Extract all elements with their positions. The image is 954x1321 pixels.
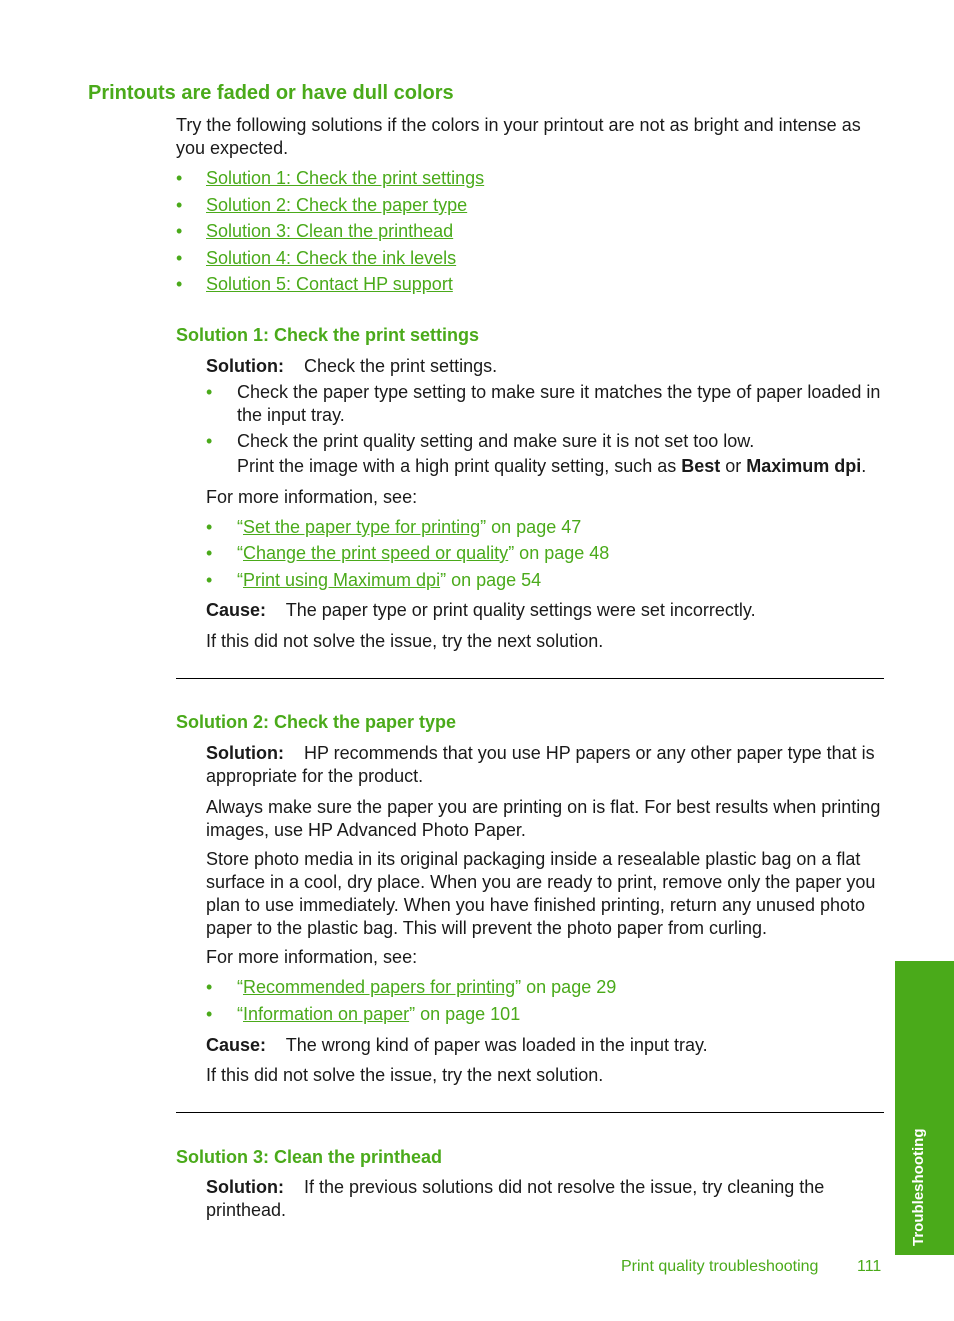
reference-page: ” on page 48 (508, 543, 610, 563)
quote-open: “ (237, 977, 243, 997)
detail-text: Print the image with a high print quality setting, such as (237, 456, 682, 476)
reference-page: ” on page 101 (409, 1004, 521, 1024)
page-number: 111 (857, 1258, 882, 1275)
solution-1-cause (206, 599, 884, 622)
solution-1-statement (206, 355, 884, 378)
reference-link-information-on-paper[interactable]: Information on paper (243, 1004, 410, 1024)
reference-item (237, 516, 581, 539)
section-title-solution-1: Solution 1: Check the print settings (176, 325, 480, 345)
cause-text: The wrong kind of paper was loaded in the input tray. (285, 1035, 708, 1055)
reference-item (237, 542, 609, 565)
solution-label: Solution: (206, 1177, 284, 1197)
solution-1-more-info: For more information, see: (206, 487, 418, 507)
bullet-icon: • (206, 431, 213, 451)
toc-link-solution-2[interactable]: Solution 2: Check the paper type (206, 195, 468, 215)
solution-1-next: If this did not solve the issue, try the next solution. (206, 631, 604, 651)
quote-open: “ (237, 517, 243, 537)
bullet-icon: • (176, 248, 183, 268)
solution-1-step-2-detail (237, 455, 887, 478)
cause-label: Cause: (206, 1035, 267, 1055)
solution-2-cause (206, 1034, 884, 1057)
bullet-icon: • (176, 274, 183, 294)
bullet-icon: • (176, 195, 183, 215)
detail-end: . (861, 456, 867, 476)
reference-link-paper-type[interactable]: Set the paper type for printing (243, 517, 481, 537)
chapter-tab-label: Troubleshooting (910, 1128, 927, 1246)
reference-item (237, 569, 541, 592)
cause-label: Cause: (206, 600, 267, 620)
toc-link-solution-5[interactable]: Solution 5: Contact HP support (206, 274, 453, 294)
quote-open: “ (237, 570, 243, 590)
solution-label: Solution: (206, 356, 284, 376)
reference-item (237, 1003, 520, 1026)
bullet-icon: • (206, 543, 213, 563)
cause-text: The paper type or print quality settings were set incorrectly. (285, 600, 756, 620)
quote-open: “ (237, 1004, 243, 1024)
section-divider (176, 1112, 884, 1113)
reference-page: ” on page 29 (515, 977, 617, 997)
bullet-icon: • (176, 168, 183, 188)
section-title-solution-3: Solution 3: Clean the printhead (176, 1147, 443, 1167)
reference-link-print-speed[interactable]: Change the print speed or quality (243, 543, 509, 563)
solution-text: HP recommends that you use HP papers or any other paper type that is appropriate for the product. (206, 743, 875, 786)
solution-1-step-2: Check the print quality setting and make sure it is not set too low. (237, 431, 755, 451)
bullet-icon: • (206, 977, 213, 997)
bullet-icon: • (206, 1004, 213, 1024)
reference-page: ” on page 47 (480, 517, 582, 537)
detail-or: or (720, 456, 747, 476)
solution-2-paragraph-1: Always make sure the paper you are printing on is flat. For best results when printing images, use HP Advanced Photo Paper. (206, 797, 881, 840)
solution-1-step-1: Check the paper type setting to make sure it matches the type of paper loaded in the input tray. (237, 382, 881, 425)
solution-text: If the previous solutions did not resolve the issue, try cleaning the printhead. (206, 1177, 825, 1220)
reference-link-recommended-papers[interactable]: Recommended papers for printing (243, 977, 516, 997)
reference-link-maximum-dpi[interactable]: Print using Maximum dpi (243, 570, 441, 590)
reference-page: ” on page 54 (440, 570, 542, 590)
solution-2-statement (206, 742, 886, 788)
bullet-icon: • (176, 221, 183, 241)
maximum-dpi-setting: Maximum dpi (746, 456, 862, 476)
section-title-solution-2: Solution 2: Check the paper type (176, 712, 457, 732)
bullet-icon: • (206, 570, 213, 590)
solution-2-paragraph-2: Store photo media in its original packaging inside a resealable plastic bag on a flat surface in a cool, dry place. When you are ready to print, remove only the paper you plan to use immediately. When you have finished printing, return any unused photo paper to the plastic bag. This will prevent the photo paper from curling. (206, 849, 876, 938)
toc-link-solution-3[interactable]: Solution 3: Clean the printhead (206, 221, 454, 241)
best-setting: Best (681, 456, 721, 476)
quote-open: “ (237, 543, 243, 563)
footer-section-name: Print quality troubleshooting (621, 1258, 819, 1275)
page-title: Printouts are faded or have dull colors (88, 82, 454, 104)
solution-label: Solution: (206, 743, 284, 763)
bullet-icon: • (206, 517, 213, 537)
solution-2-more-info: For more information, see: (206, 947, 418, 967)
reference-item (237, 976, 616, 999)
solution-text: Check the print settings. (304, 356, 498, 376)
solution-3-statement (206, 1176, 866, 1222)
toc-link-solution-1[interactable]: Solution 1: Check the print settings (206, 168, 485, 188)
bullet-icon: • (206, 382, 213, 402)
section-divider (176, 678, 884, 679)
toc-link-solution-4[interactable]: Solution 4: Check the ink levels (206, 248, 457, 268)
intro-paragraph: Try the following solutions if the colors in your printout are not as bright and intense as you expected. (176, 115, 861, 158)
solution-2-next: If this did not solve the issue, try the next solution. (206, 1065, 604, 1085)
